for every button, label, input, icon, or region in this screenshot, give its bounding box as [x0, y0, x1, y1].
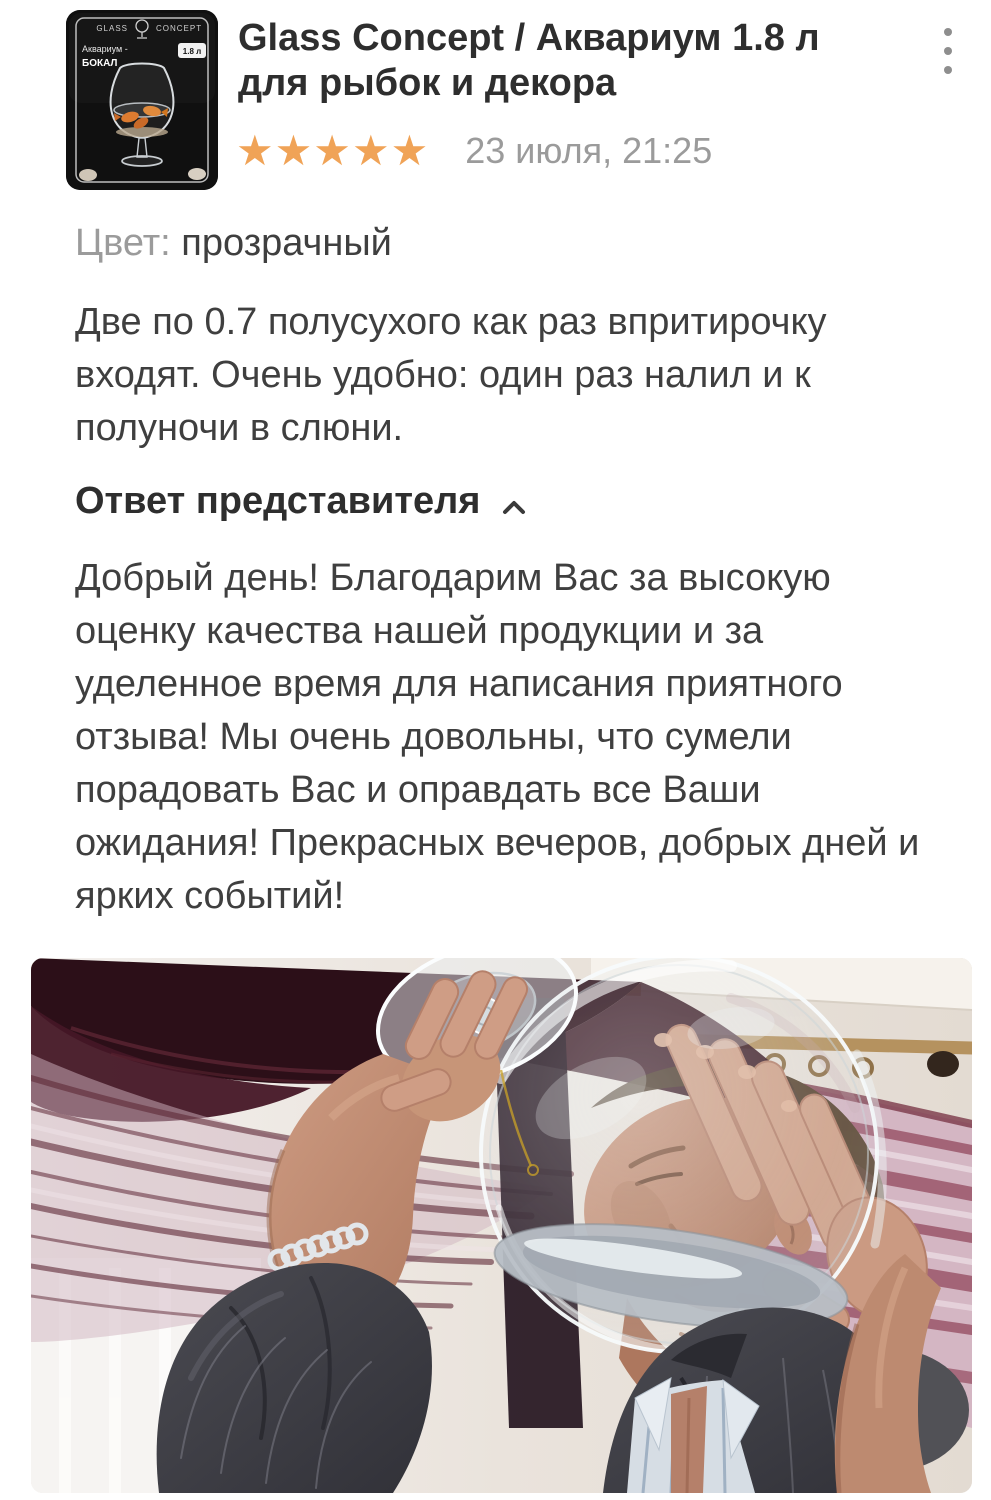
seller-reply-header[interactable]: [75, 478, 526, 525]
reply-line: оценку качества нашей продукции и за: [75, 610, 764, 652]
reply-line: уделенное время для написания приятного: [75, 663, 843, 705]
svg-text:Аквариум -: Аквариум -: [82, 44, 128, 54]
review-date: 23 июля, 21:25: [465, 130, 713, 171]
review-text: [75, 296, 827, 455]
seller-reply-text: [75, 552, 919, 923]
product-option: [75, 222, 392, 265]
seller-reply-title: Ответ представителя: [75, 480, 481, 522]
reply-line: Добрый день! Благодарим Вас за высокую: [75, 557, 831, 599]
review-photo[interactable]: [31, 958, 972, 1493]
product-thumbnail[interactable]: [66, 10, 218, 190]
option-label: Цвет:: [75, 222, 171, 264]
svg-text:CONCEPT: CONCEPT: [156, 24, 203, 33]
review-line: входят. Очень удобно: один раз налил и к: [75, 354, 811, 396]
chevron-up-icon[interactable]: [502, 482, 526, 525]
photo-man-drinking-giant-glass: [31, 958, 972, 1493]
reply-line: ожидания! Прекрасных вечеров, добрых дней и: [75, 822, 920, 864]
svg-text:1.8 л: 1.8 л: [182, 47, 202, 56]
reply-line: отзыва! Мы очень довольны, что сумели: [75, 716, 792, 758]
rating-row: [236, 128, 712, 174]
product-title: Glass Concept / Аквариум 1.8 л для рыбок и декора: [238, 17, 820, 104]
reply-line: порадовать Вас и оправдать все Ваши: [75, 769, 761, 811]
svg-text:GLASS: GLASS: [96, 24, 128, 33]
review-line: Две по 0.7 полусухого как раз впритирочку: [75, 301, 827, 343]
review-line: полуночи в слюни.: [75, 407, 404, 449]
reply-line: ярких событий!: [75, 875, 345, 917]
option-value: прозрачный: [181, 222, 392, 264]
aquarium-glass-product-image: [66, 10, 218, 190]
five-star-rating-icon: ★★★★★: [236, 127, 430, 174]
svg-text:БОКАЛ: БОКАЛ: [82, 58, 118, 69]
kebab-menu-icon[interactable]: [934, 28, 962, 88]
